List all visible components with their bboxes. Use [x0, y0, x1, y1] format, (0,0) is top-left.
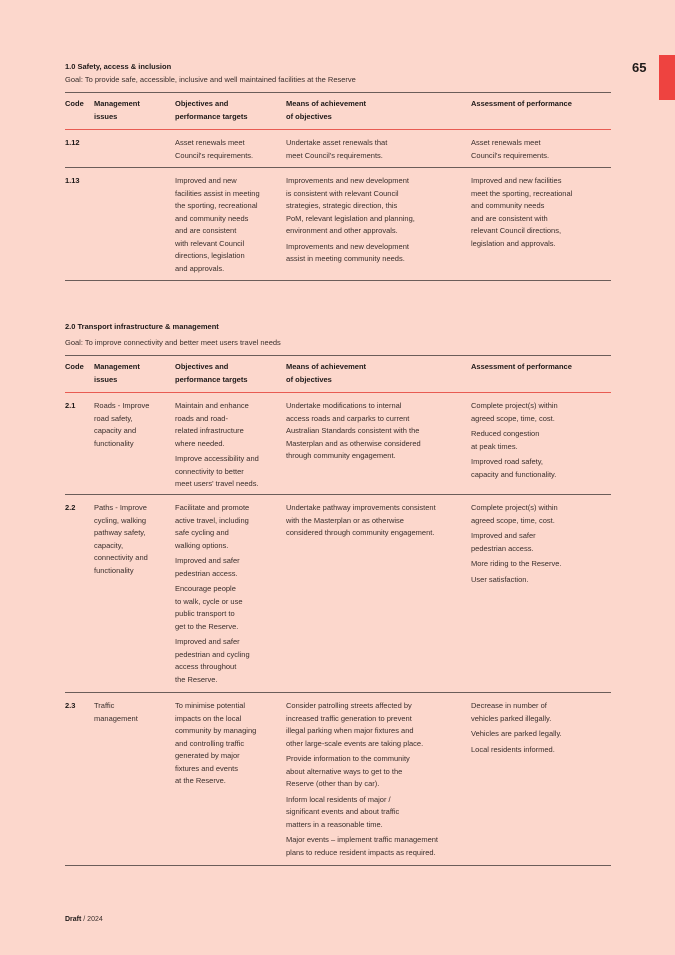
section-title: 2.0 Transport infrastructure & management — [65, 322, 219, 331]
section-tab-marker — [659, 55, 675, 100]
means-text: Consider patrolling streets affected by increased traffic generation to prevent illegal parking when major fixtures and other large-scale events are taking place. — [286, 701, 424, 748]
means-text: Improvements and new development assist in meeting community needs. — [286, 241, 409, 263]
assessment-text: Asset renewals meet Council's requirements. — [471, 138, 550, 160]
header-means: Means of achievement of objectives — [286, 362, 367, 384]
row-objectives — [175, 700, 283, 791]
row-code: 1.13 — [65, 176, 80, 185]
header-code: Code — [65, 362, 84, 371]
table-row — [65, 168, 611, 281]
means-text: Undertake pathway improvements consistent with the Masterplan or as otherwise considered through community engagement. — [286, 503, 436, 537]
objective-text: To minimise potential impacts on the local community by managing and controlling traffic generated by major fixtures and events at the Reserve. — [175, 701, 257, 785]
means-text: Improvements and new development is consistent with relevant Council strategies, strategic direction, this PoM, relevant legislation and planning, environment and other approvals. — [286, 176, 415, 235]
table-row — [65, 495, 611, 693]
header-issues: Management issues — [94, 99, 140, 121]
header-objectives: Objectives and performance targets — [175, 99, 248, 121]
assessment-text: Improved and safer pedestrian access. — [471, 531, 536, 553]
row-assessment — [471, 502, 611, 589]
row-assessment — [471, 175, 611, 253]
means-text: Inform local residents of major / significant events and about traffic matters in a reasonable time. — [286, 794, 400, 829]
section-goal: Goal: To improve connectivity and better meet users travel needs — [65, 338, 281, 347]
assessment-text: Local residents informed. — [471, 744, 555, 754]
row-code: 2.1 — [65, 401, 76, 410]
objective-text: Improved and safer pedestrian and cycling access throughout the Reserve. — [175, 637, 250, 684]
section-title: 1.0 Safety, access & inclusion — [65, 62, 172, 71]
objective-text: Maintain and enhance roads and road- related infrastructure where needed. — [175, 401, 249, 448]
footer-year: / 2024 — [81, 916, 103, 923]
means-text: Major events – implement traffic management plans to reduce resident impacts as required. — [286, 835, 439, 857]
assessment-text: Reduced congestion at peak times. — [471, 429, 540, 451]
row-objectives — [175, 502, 283, 689]
table-row — [65, 130, 611, 168]
row-assessment — [471, 700, 611, 759]
table-header — [65, 355, 611, 393]
header-code: Code — [65, 99, 84, 108]
row-means — [286, 400, 468, 466]
row-code: 2.3 — [65, 701, 76, 710]
assessment-text: More riding to the Reserve. — [471, 559, 562, 568]
objective-text: Improved and new facilities assist in meeting the sporting, recreational and community needs and are consistent with relevant Council directions, legislation and approvals. — [175, 176, 260, 273]
row-objectives — [175, 400, 283, 494]
row-issues — [94, 700, 174, 728]
footer-draft: Draft — [65, 916, 82, 923]
header-objectives: Objectives and performance targets — [175, 362, 248, 384]
header-assessment: Assessment of performance — [471, 362, 572, 371]
means-text: Undertake modifications to internal access roads and carparks to current Australian Standards consistent with the Masterplan and as otherwise considered through community engagement. — [286, 401, 421, 460]
assessment-text: Improved and new facilities meet the sporting, recreational and community needs and are consistent with relevant Council directions, legislation and approvals. — [471, 176, 573, 248]
row-objectives — [175, 137, 283, 165]
header-assessment: Assessment of performance — [471, 99, 572, 108]
issue-text: Roads - Improve road safety, capacity and functionality — [94, 401, 150, 448]
page-number: 65 — [632, 60, 647, 75]
row-issues — [94, 400, 174, 453]
section-transport — [65, 322, 611, 866]
table-row — [65, 693, 611, 866]
assessment-text: Improved road safety, capacity and functionality. — [471, 457, 557, 479]
objective-text: Encourage people to walk, cycle or use public transport to get to the Reserve. — [175, 584, 243, 631]
assessment-text: Complete project(s) within agreed scope, time, cost. — [471, 401, 558, 423]
row-assessment — [471, 400, 611, 484]
assessment-text: Complete project(s) within agreed scope, time, cost. — [471, 503, 558, 525]
row-objectives — [175, 175, 283, 278]
table-row — [65, 393, 611, 495]
objective-text: Facilitate and promote active travel, including safe cycling and walking options. — [175, 503, 250, 550]
row-means — [286, 137, 468, 165]
assessment-text: User satisfaction. — [471, 574, 529, 584]
objective-text: Improve accessibility and connectivity to better meet users' travel needs. — [175, 454, 259, 488]
objective-text: Asset renewals meet Council's requirements. — [175, 138, 254, 160]
row-code: 2.2 — [65, 503, 76, 512]
row-means — [286, 502, 468, 543]
footer — [65, 916, 103, 923]
section-safety-access — [65, 62, 611, 281]
row-code: 1.12 — [65, 138, 80, 147]
assessment-text: Decrease in number of vehicles parked illegally. — [471, 701, 552, 723]
row-means — [286, 175, 468, 269]
table-header — [65, 92, 611, 130]
assessment-text: Vehicles are parked legally. — [471, 729, 562, 738]
header-means: Means of achievement of objectives — [286, 99, 367, 121]
row-means — [286, 700, 468, 862]
objective-text: Improved and safer pedestrian access. — [175, 556, 240, 578]
header-issues: Management issues — [94, 362, 140, 384]
row-issues — [94, 502, 174, 580]
means-text: Provide information to the community about alternative ways to get to the Reserve (other than by car). — [286, 754, 410, 788]
means-text: Undertake asset renewals that meet Council's requirements. — [286, 138, 388, 160]
section-goal: Goal: To provide safe, accessible, inclusive and well maintained facilities at the Reserve — [65, 75, 356, 84]
issue-text: Paths - Improve cycling, walking pathway safety, capacity, connectivity and functionality — [94, 503, 148, 575]
issue-text: Traffic management — [94, 701, 138, 723]
row-assessment — [471, 137, 611, 165]
